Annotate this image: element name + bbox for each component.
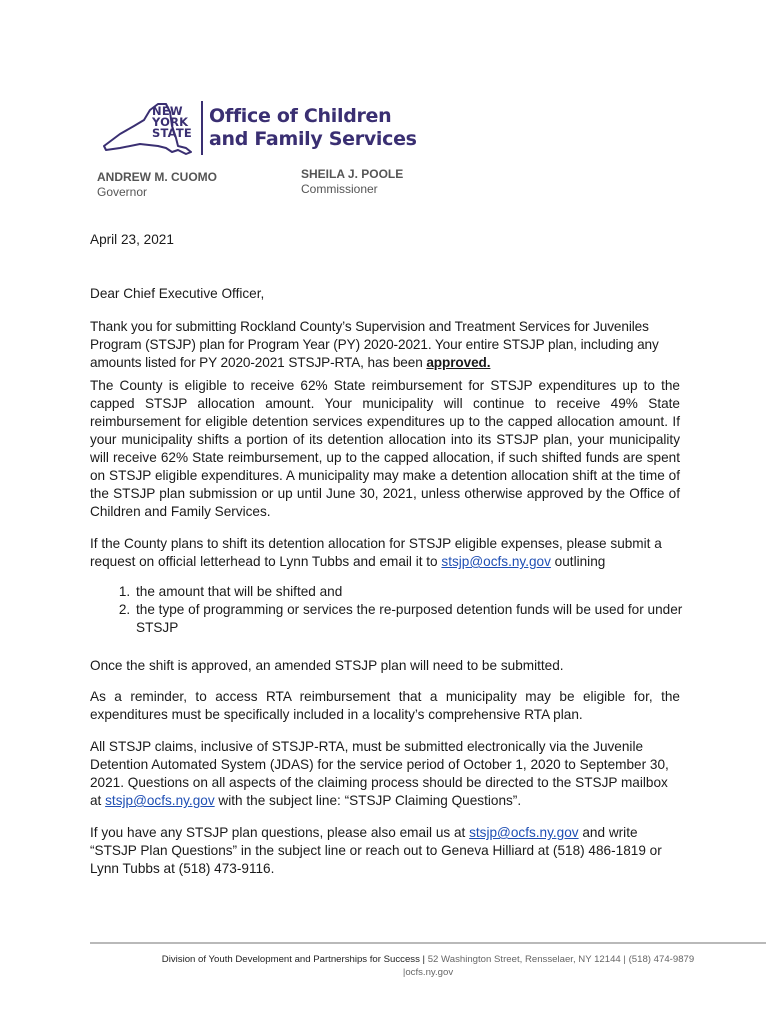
commissioner-name: SHEILA J. POOLE [301,167,404,181]
footer-divider [90,942,766,944]
email-link[interactable]: stsjp@ocfs.ny.gov [469,825,579,840]
footer [90,953,766,979]
footer-website: |ocfs.ny.gov [402,967,454,978]
state-line-1: NEW [152,104,183,118]
claims-text: All STSJP claims, inclusive of STSJP-RTA, must be submitted electronically via the Juvenile Detention Automated System (JDAS) for the service period of October 1, 2020 to September 30, 2021. Questions on all aspects of the claiming process should be directed to the STSJP mailbox at [90,739,669,808]
new-york-state-wordmark [152,106,192,139]
footer-division: Division of Youth Development and Partnerships for Success | [161,954,426,965]
paragraph-approval [90,318,680,372]
questions-text: If you have any STSJP plan questions, please also email us at [90,825,470,840]
salutation: Dear Chief Executive Officer, [90,286,265,301]
footer-address: 52 Washington Street, Rensselaer, NY 12144 | (518) 474-9879 [425,954,695,965]
commissioner-title: Commissioner [301,182,378,196]
email-link[interactable]: stsjp@ocfs.ny.gov [441,554,551,569]
paragraph-reimbursement: The County is eligible to receive 62% State reimbursement for STSJP expenditures up to the capped STSJP allocation amount. Your municipality will continue to receive 49% State reimbursement for eligible detention services expenditures up to the capped allocation amount. If your municipality shifts a portion of its detention allocation into its STSJP plan, your municipality will receive 62% State reimbursement, up to the capped allocation, if such shifted funds are spent on STSJP eligible expenditures. A municipality may make a detention allocation shift at the time of the STSJP plan submission or up until June 30, 2021, unless otherwise approved by the Office of Children and Family Services. [90,378,680,519]
paragraph-claims [90,738,680,810]
questions-text-end: and write “STSJP Plan Questions” in the subject line or reach out to Geneva Hilliard at (518) 486-1819 or Lynn Tubbs at (518) 473-9116. [90,825,662,876]
paragraph-amended-plan: Once the shift is approved, an amended STSJP plan will need to be submitted. [90,658,564,673]
approved-emphasis: approved. [426,355,491,370]
letter-date: April 23, 2021 [90,232,174,247]
list-item: 2. the type of programming or services the re-purposed detention funds will be used for under STSJP [134,601,726,637]
office-name [209,105,417,151]
state-line-2: YORK [152,115,189,129]
logo-divider [201,101,203,155]
office-name-line-1: Office of Children [209,105,392,127]
claims-text-end: with the subject line: “STSJP Claiming Questions”. [214,793,522,808]
paragraph-shift-request [90,535,682,571]
paragraph-rta-reminder: As a reminder, to access RTA reimbursement that a municipality may be eligible for, the expenditures must be specifically included in a locality’s comprehensive RTA plan. [90,689,680,722]
list-item: 1. the amount that will be shifted and [134,583,726,601]
paragraph-questions [90,824,682,878]
governor-title: Governor [97,185,148,199]
office-name-line-2: and Family Services [209,128,417,150]
email-link[interactable]: stsjp@ocfs.ny.gov [105,793,215,808]
approval-text: Thank you for submitting Rockland County’s Supervision and Treatment Services for Juveniles Program (STSJP) plan for Program Year (PY) 2020-2021. Your entire STSJP plan, including any amounts listed for PY 2020-2021 STSJP-RTA, has been [90,319,659,370]
governor-name: ANDREW M. CUOMO [97,170,217,184]
state-line-3: STATE [152,126,192,140]
shift-outline-list [90,583,726,637]
shift-request-text: If the County plans to shift its detention allocation for STSJP eligible expenses, please submit a request on official letterhead to Lynn Tubbs and email it to [90,536,662,569]
shift-request-text-end: outlining [550,554,606,569]
